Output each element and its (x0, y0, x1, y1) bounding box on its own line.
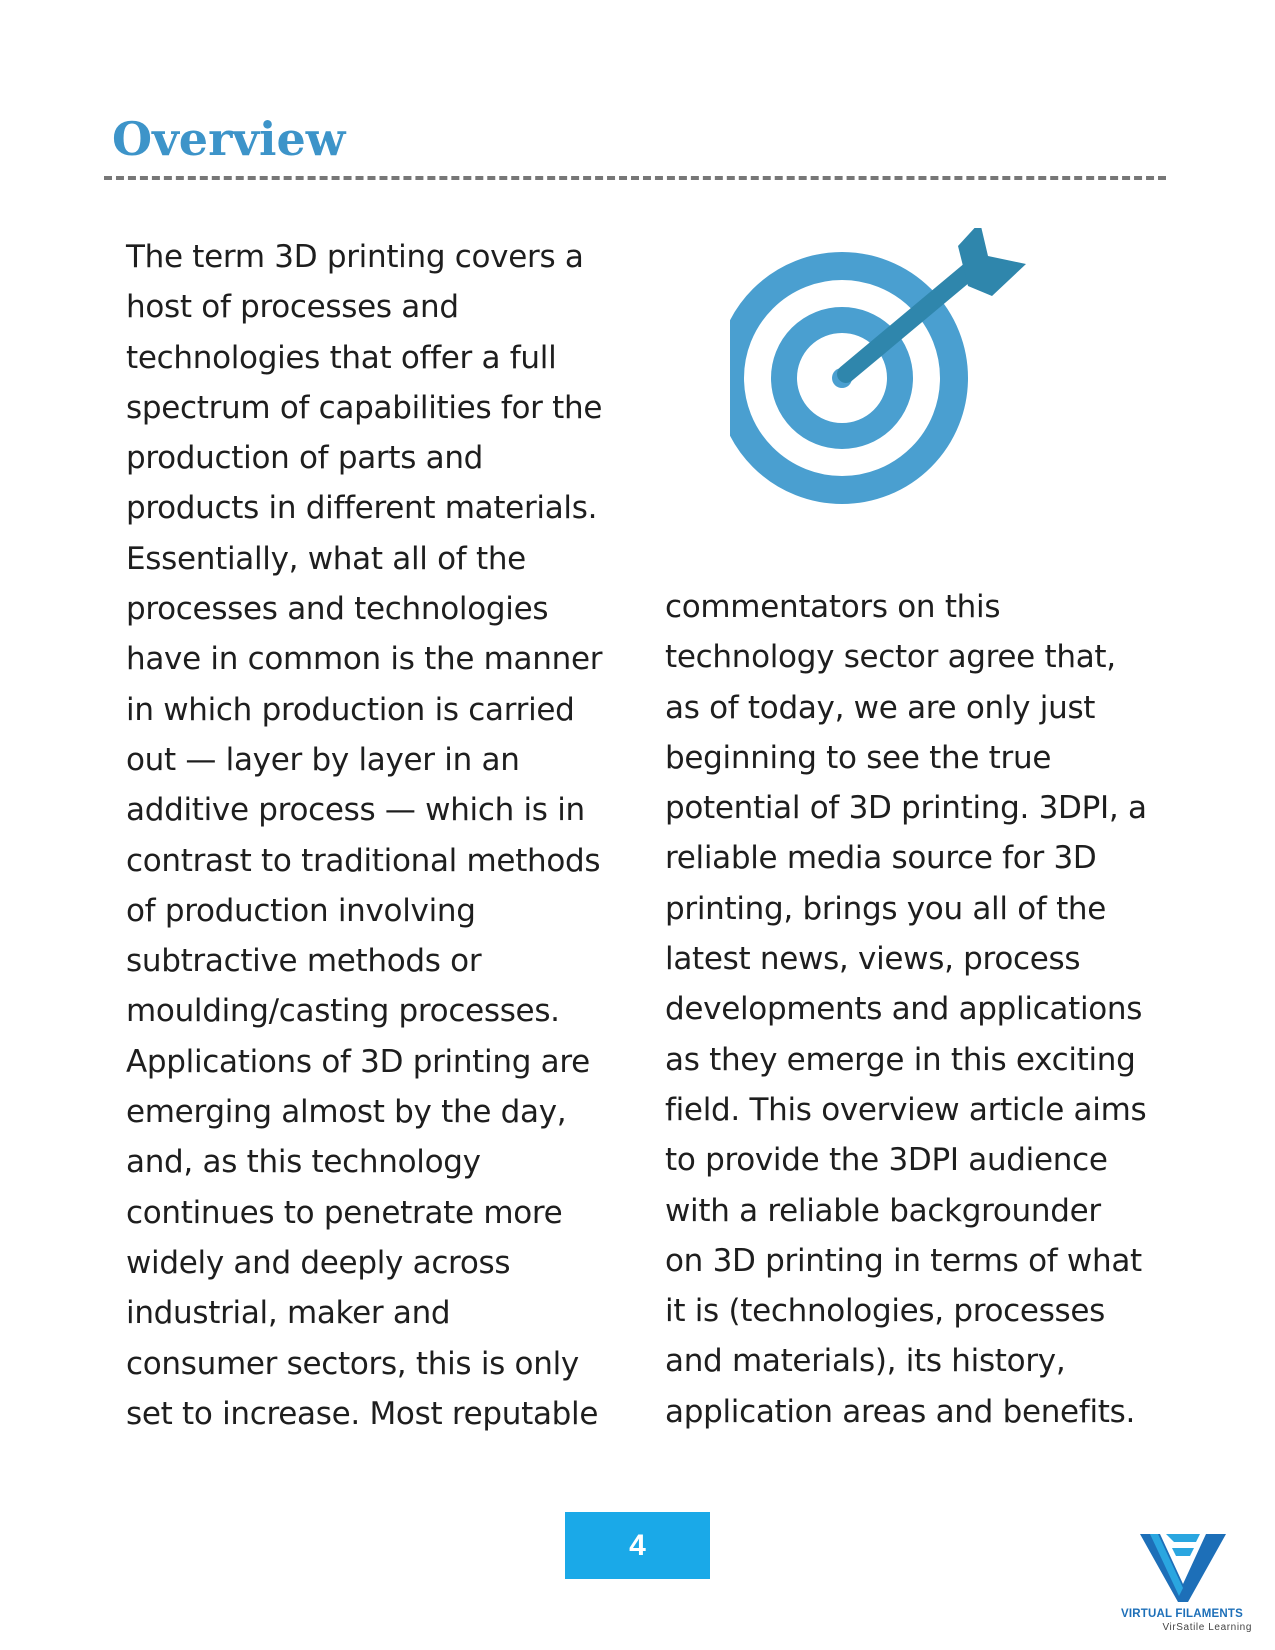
body-text-line: moulding/casting processes. (126, 993, 560, 1030)
body-text-line: technology sector agree that, (665, 639, 1116, 676)
body-text-line: industrial, maker and (126, 1295, 451, 1332)
heading-divider (104, 176, 1166, 180)
body-column-left (126, 232, 626, 1439)
body-text-line: consumer sectors, this is only (126, 1345, 579, 1382)
body-text-line: printing, brings you all of the (665, 890, 1107, 927)
body-text-line: have in common is the manner (126, 641, 603, 678)
body-text-line: field. This overview article aims (665, 1091, 1147, 1128)
body-text-line: reliable media source for 3D (665, 840, 1097, 877)
body-text-line: Essentially, what all of the (126, 540, 526, 577)
body-text-line: as they emerge in this exciting (665, 1041, 1136, 1078)
body-text-line: developments and applications (665, 991, 1143, 1028)
body-text-line: subtractive methods or (126, 943, 482, 980)
body-text-line: technologies that offer a full (126, 339, 557, 376)
body-text-line: to provide the 3DPI audience (665, 1142, 1108, 1179)
body-text-line: emerging almost by the day, (126, 1094, 567, 1131)
body-text-line: application areas and benefits. (665, 1393, 1136, 1430)
body-text-line: The term 3D printing covers a (126, 239, 584, 275)
body-text-line: with a reliable backgrounder (665, 1192, 1101, 1229)
page-number: 4 (629, 1528, 646, 1562)
body-text-line: products in different materials. (126, 490, 598, 527)
body-text-line: on 3D printing in terms of what (665, 1242, 1142, 1279)
body-text-line: host of processes and (126, 289, 459, 326)
body-text-line: out — layer by layer in an (126, 741, 520, 778)
logo-tagline: VirSatile Learning (1162, 1622, 1252, 1633)
body-text-line: contrast to traditional methods (126, 842, 601, 879)
logo (1112, 1532, 1252, 1642)
body-text-line: additive process — which is in (126, 792, 585, 829)
body-text-line: potential of 3D printing. 3DPI, a (665, 790, 1147, 827)
body-text-line: widely and deeply across (126, 1244, 511, 1281)
target-arrow-icon (730, 228, 1075, 538)
body-text-line: as of today, we are only just (665, 689, 1096, 726)
body-text-line: in which production is carried (126, 691, 575, 728)
virtual-filaments-logo-icon (1138, 1532, 1228, 1604)
body-text-line: processes and technologies (126, 591, 549, 628)
body-text-line: and materials), its history, (665, 1343, 1066, 1380)
body-text-line: commentators on this (665, 589, 1001, 625)
page-number-box (565, 1512, 710, 1579)
body-text-line: Applications of 3D printing are (126, 1043, 590, 1080)
body-text-line: continues to penetrate more (126, 1194, 563, 1231)
body-text-line: spectrum of capabilities for the (126, 389, 603, 426)
logo-name: VIRTUAL FILAMENTS (1120, 1608, 1244, 1620)
body-text-line: beginning to see the true (665, 739, 1052, 776)
body-text-line: of production involving (126, 892, 476, 929)
body-text-line: set to increase. Most reputable (126, 1395, 599, 1432)
body-text-line: and, as this technology (126, 1144, 481, 1181)
body-text-line: latest news, views, process (665, 941, 1081, 978)
body-text-line: production of parts and (126, 440, 484, 477)
body-column-right (665, 582, 1165, 1437)
page-heading: Overview (112, 112, 346, 166)
body-text-line: it is (technologies, processes (665, 1293, 1106, 1330)
arrow-fletching (958, 228, 1026, 296)
